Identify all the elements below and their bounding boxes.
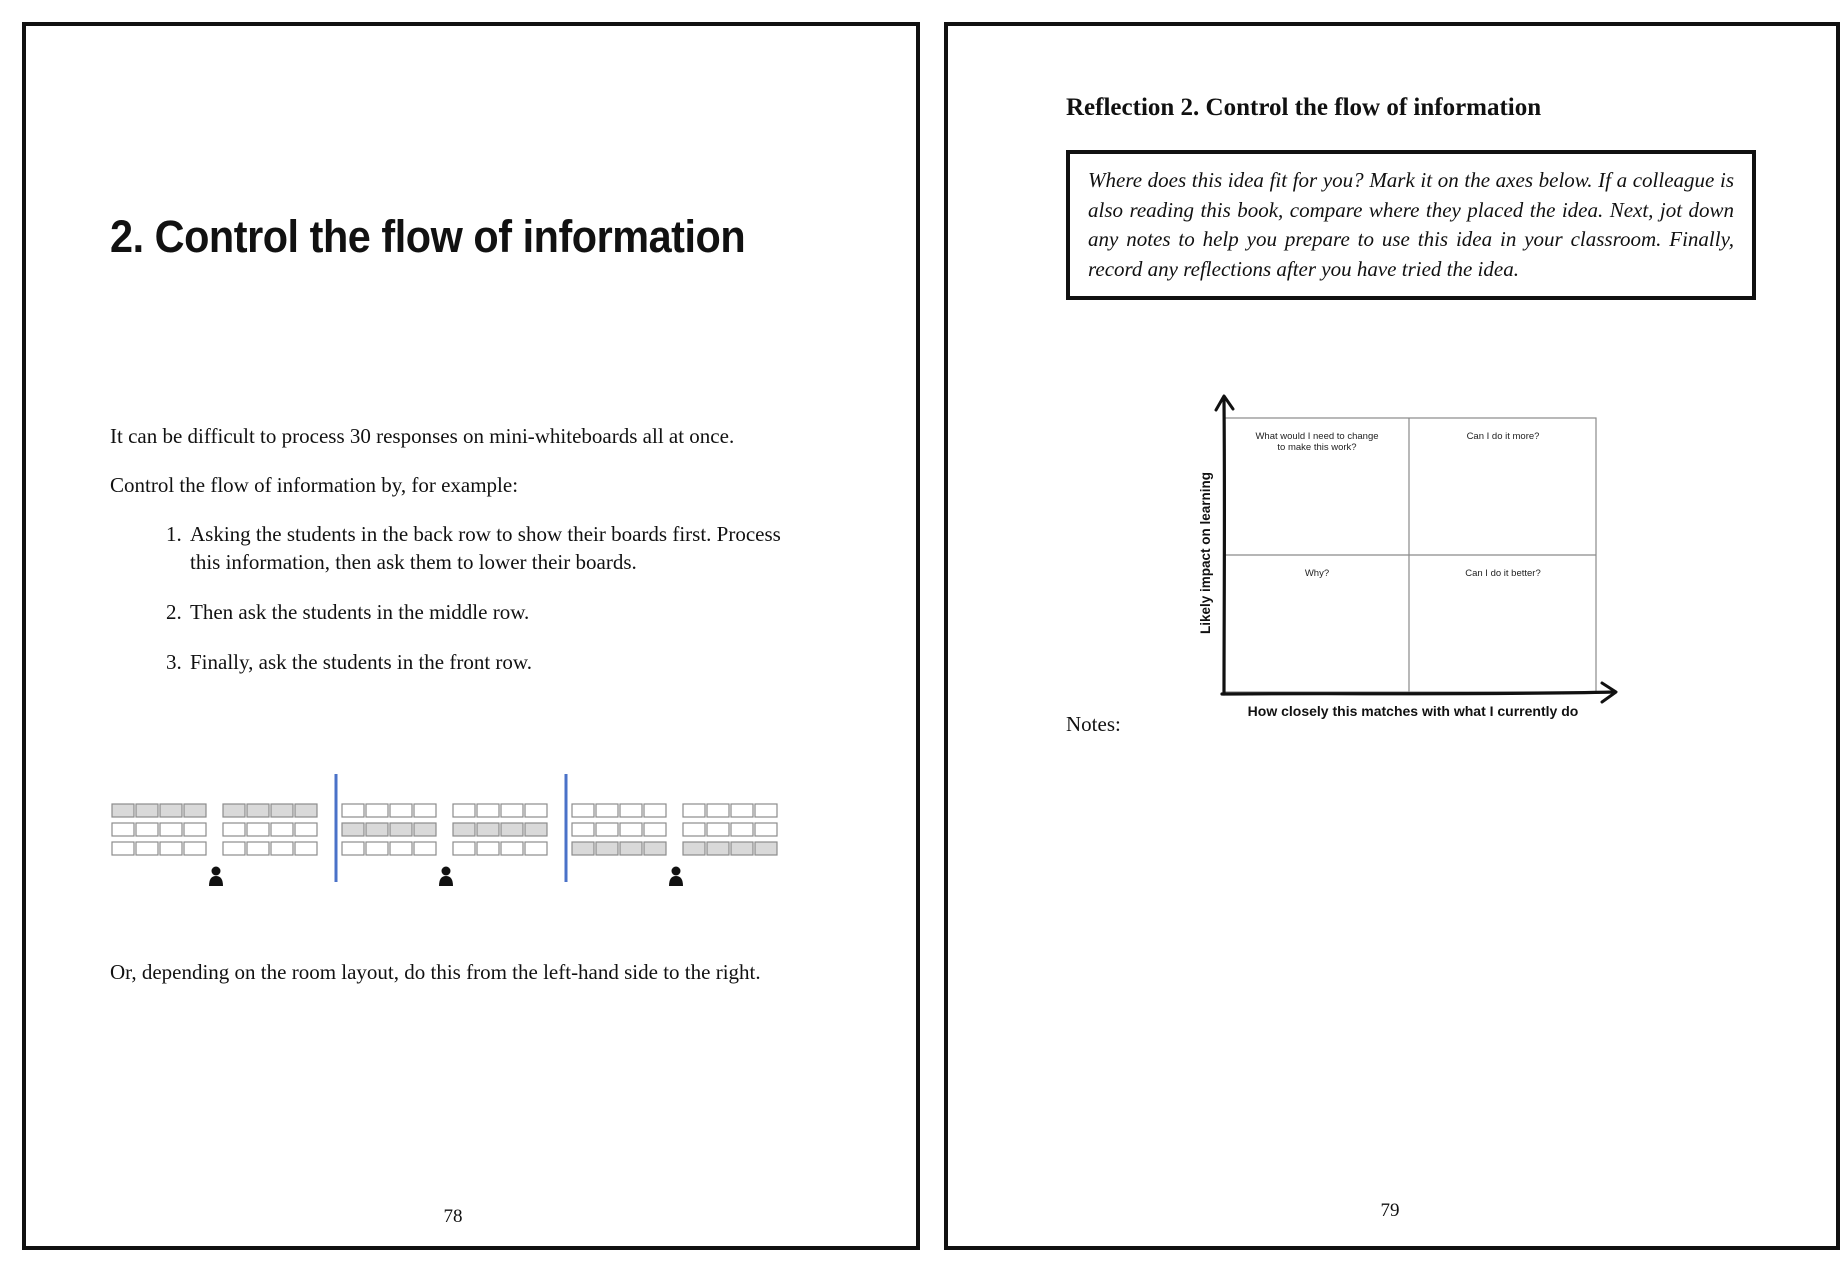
- highlighted-board: [707, 842, 729, 855]
- student-board: [136, 823, 158, 836]
- person-icon: [669, 867, 683, 887]
- list-item: [166, 520, 806, 576]
- student-board: [160, 823, 182, 836]
- student-board: [620, 804, 642, 817]
- student-board: [644, 804, 666, 817]
- student-board: [160, 842, 182, 855]
- highlighted-board: [223, 804, 245, 817]
- student-board: [295, 823, 317, 836]
- student-board: [295, 842, 317, 855]
- student-board: [247, 842, 269, 855]
- list-text: Asking the students in the back row to show their boards first. Process this information, then ask them to lower their boards.: [190, 522, 781, 574]
- student-board: [525, 804, 547, 817]
- student-board: [223, 823, 245, 836]
- student-board: [453, 842, 475, 855]
- student-board: [572, 804, 594, 817]
- intro-paragraph: It can be difficult to process 30 responses on mini-whiteboards all at once.: [110, 424, 735, 448]
- student-board: [184, 842, 206, 855]
- highlighted-board: [160, 804, 182, 817]
- notes-label: Notes:: [1066, 712, 1121, 736]
- student-board: [572, 823, 594, 836]
- student-board: [501, 842, 523, 855]
- highlighted-board: [136, 804, 158, 817]
- highlighted-board: [525, 823, 547, 836]
- x-axis: [1222, 692, 1614, 694]
- highlighted-board: [342, 823, 364, 836]
- list-text: Finally, ask the students in the front row.: [190, 650, 532, 674]
- list-text: Then ask the students in the middle row.: [190, 600, 530, 624]
- list-item: [166, 648, 806, 676]
- highlighted-board: [366, 823, 388, 836]
- student-board: [731, 823, 753, 836]
- list-number: 2.: [166, 600, 182, 624]
- person-icon: [209, 867, 223, 887]
- left-page: [22, 22, 920, 1250]
- x-axis-label: How closely this matches with what I currently do: [1247, 703, 1579, 719]
- closing-paragraph: Or, depending on the room layout, do this from the left-hand side to the right.: [110, 960, 761, 984]
- student-board: [755, 804, 777, 817]
- highlighted-board: [644, 842, 666, 855]
- quadrant-bottom-right-label: Can I do it better?: [1465, 568, 1541, 579]
- student-board: [342, 804, 364, 817]
- student-board: [390, 804, 412, 817]
- student-board: [271, 842, 293, 855]
- student-board: [414, 804, 436, 817]
- student-board: [184, 823, 206, 836]
- highlighted-board: [295, 804, 317, 817]
- list-number: 3.: [166, 650, 182, 674]
- student-board: [477, 804, 499, 817]
- highlighted-board: [453, 823, 475, 836]
- page-number: 78: [443, 1206, 463, 1227]
- highlighted-board: [596, 842, 618, 855]
- student-board: [707, 804, 729, 817]
- student-board: [683, 823, 705, 836]
- highlighted-board: [184, 804, 206, 817]
- highlighted-board: [390, 823, 412, 836]
- highlighted-board: [572, 842, 594, 855]
- list-item: [166, 598, 806, 626]
- student-board: [707, 823, 729, 836]
- quadrant-chart: [1188, 366, 1628, 726]
- highlighted-board: [247, 804, 269, 817]
- student-board: [477, 842, 499, 855]
- highlighted-board: [414, 823, 436, 836]
- highlighted-board: [755, 842, 777, 855]
- student-board: [342, 842, 364, 855]
- student-board: [112, 823, 134, 836]
- quadrant-top-left-label-line1: What would I need to change: [1255, 431, 1379, 442]
- right-page: [944, 22, 1840, 1250]
- student-board: [271, 823, 293, 836]
- student-board: [112, 842, 134, 855]
- student-board: [136, 842, 158, 855]
- student-board: [731, 804, 753, 817]
- highlighted-board: [112, 804, 134, 817]
- page-title: 2. Control the flow of information: [110, 211, 746, 262]
- highlighted-board: [501, 823, 523, 836]
- highlighted-board: [477, 823, 499, 836]
- quadrant-top-right-label: Can I do it more?: [1466, 431, 1540, 442]
- lead-paragraph: Control the flow of information by, for example:: [110, 473, 519, 497]
- student-board: [247, 823, 269, 836]
- instructions-box: [1066, 150, 1756, 300]
- highlighted-board: [620, 842, 642, 855]
- y-axis-label: Likely impact on learning: [1198, 471, 1213, 635]
- student-board: [683, 804, 705, 817]
- highlighted-board: [731, 842, 753, 855]
- classroom-diagram: [110, 770, 810, 890]
- steps-list: [166, 520, 806, 698]
- person-icon: [439, 867, 453, 887]
- student-board: [644, 823, 666, 836]
- student-board: [223, 842, 245, 855]
- page-number: 79: [1380, 1200, 1400, 1221]
- student-board: [390, 842, 412, 855]
- student-board: [453, 804, 475, 817]
- student-board: [596, 804, 618, 817]
- list-number: 1.: [166, 522, 182, 546]
- instructions-text: Where does this idea fit for you? Mark it on the axes below. If a colleague is also reading this book, compare where they placed the idea. Next, jot down any notes to help you prepare to use this idea in your classroom. Finally, record any reflections after you have tried the idea.: [1088, 168, 1734, 281]
- student-board: [755, 823, 777, 836]
- student-board: [620, 823, 642, 836]
- student-board: [366, 842, 388, 855]
- reflection-heading: Reflection 2. Control the flow of information: [1066, 94, 1542, 121]
- quadrant-top-left-label-line2: to make this work?: [1277, 442, 1357, 453]
- student-board: [525, 842, 547, 855]
- highlighted-board: [683, 842, 705, 855]
- student-board: [501, 804, 523, 817]
- highlighted-board: [271, 804, 293, 817]
- student-board: [366, 804, 388, 817]
- student-board: [414, 842, 436, 855]
- quadrant-bottom-left-label: Why?: [1304, 568, 1330, 579]
- student-board: [596, 823, 618, 836]
